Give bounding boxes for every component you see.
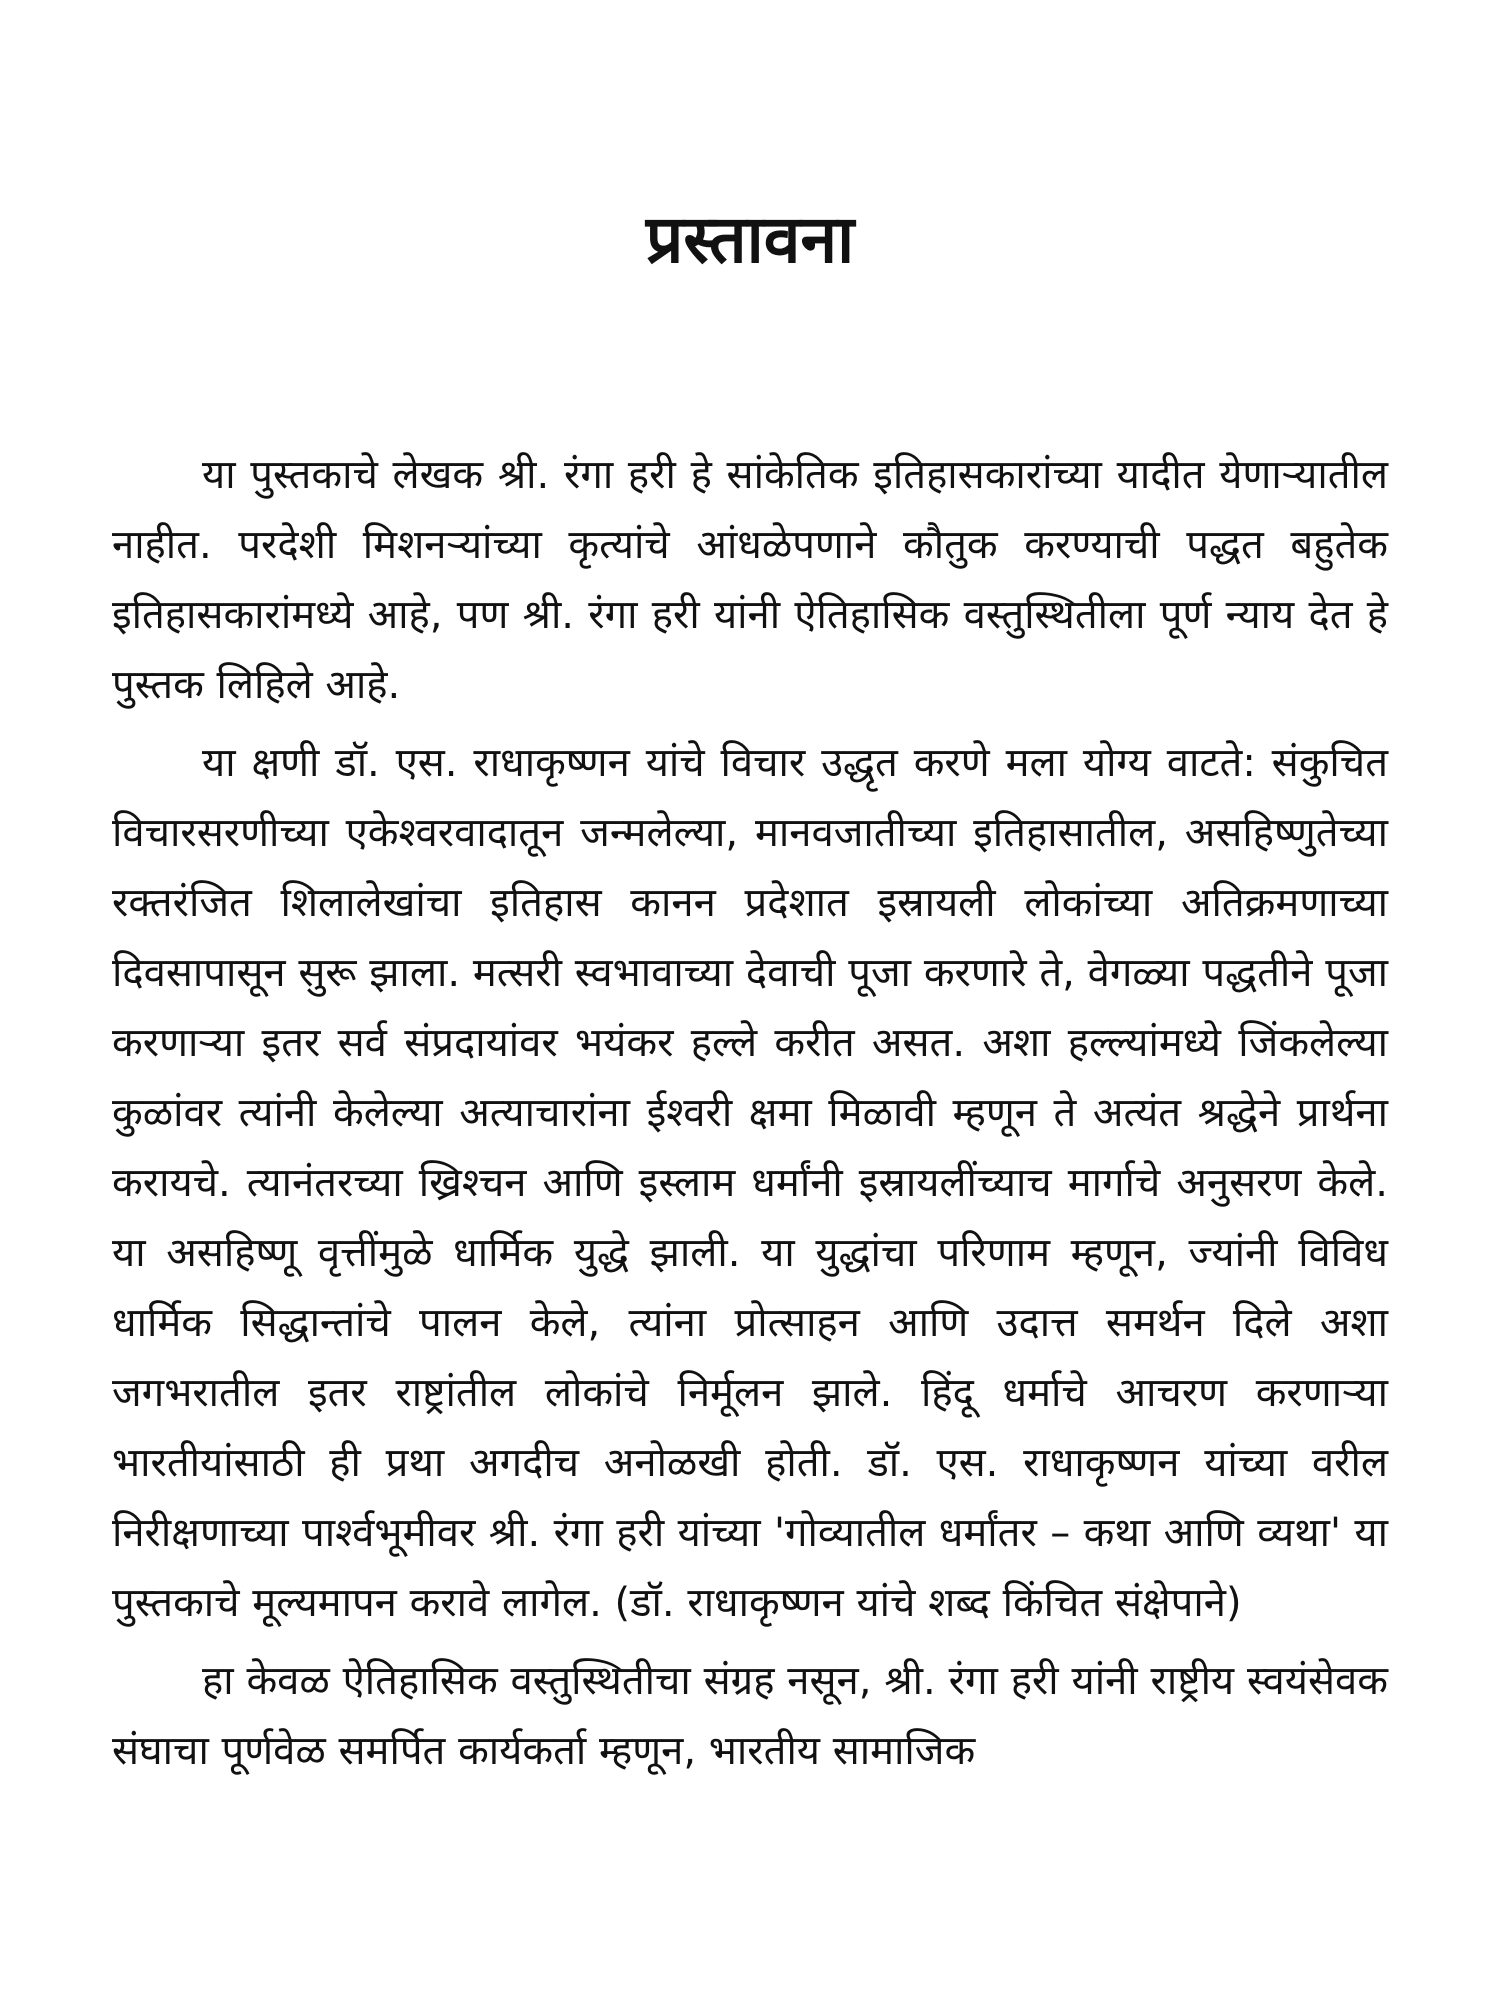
paragraph: या क्षणी डॉ. एस. राधाकृष्णन यांचे विचार उद्धृत करणे मला योग्य वाटते: संकुचित विचारसरणीच्या एकेश्वरवादातून जन्मलेल्या, मानवजातीच्या इतिहासातील, असहिष्णुतेच्या रक्तरंजित शिलालेखांचा इतिहास कानन प्रदेशात इस्रायली लोकांच्या अतिक्रमणाच्या दिवसापासून सुरू झाला. मत्सरी स्वभावाच्या देवाची पूजा करणारे ते, वेगळ्या पद्धतीने पूजा करणाऱ्या इतर सर्व संप्रदायांवर भयंकर हल्ले करीत असत. अशा हल्ल्यांमध्ये जिंकलेल्या कुळांवर त्यांनी केलेल्या अत्याचारांना ईश्वरी क्षमा मिळावी म्हणून ते अत्यंत श्रद्धेने प्रार्थना करायचे. त्यानंतरच्या ख्रिश्चन आणि इस्लाम धर्मांनी इस्रायलींच्याच मार्गाचे अनुसरण केले. या असहिष्णू वृत्तींमुळे धार्मिक युद्धे झाली. या युद्धांचा परिणाम म्हणून, ज्यांनी विविध धार्मिक सिद्धान्तांचे पालन केले, त्यांना प्रोत्साहन आणि उदात्त समर्थन दिले अशा जगभरातील इतर राष्ट्रांतील लोकांचे निर्मूलन झाले. हिंदू धर्माचे आचरण करणाऱ्या भारतीयांसाठी ही प्रथा अगदीच अनोळखी होती. डॉ. एस. राधाकृष्णन यांच्या वरील निरीक्षणाच्या पार्श्वभूमीवर श्री. रंगा हरी यांच्या 'गोव्यातील धर्मांतर – कथा आणि व्यथा' या पुस्तकाचे मूल्यमापन करावे लागेल. (डॉ. राधाकृष्णन यांचे शब्द किंचित संक्षेपाने) bbox=[112, 740, 1388, 1626]
page-title: प्रस्तावना bbox=[645, 201, 855, 278]
body-text bbox=[112, 440, 1388, 1794]
paragraph: हा केवळ ऐतिहासिक वस्तुस्थितीचा संग्रह नसून, श्री. रंगा हरी यांनी राष्ट्रीय स्वयंसेवक संघाचा पूर्णवेळ समर्पित कार्यकर्ता म्हणून, भारतीय सामाजिक bbox=[112, 1658, 1388, 1774]
paragraph: या पुस्तकाचे लेखक श्री. रंगा हरी हे सांकेतिक इतिहासकारांच्या यादीत येणाऱ्यातील नाहीत. परदेशी मिशनऱ्यांच्या कृत्यांचे आंधळेपणाने कौतुक करण्याची पद्धत बहुतेक इतिहासकारांमध्ये आहे, पण श्री. रंगा हरी यांनी ऐतिहासिक वस्तुस्थितीला पूर्ण न्याय देत हे पुस्तक लिहिले आहे. bbox=[112, 452, 1388, 708]
